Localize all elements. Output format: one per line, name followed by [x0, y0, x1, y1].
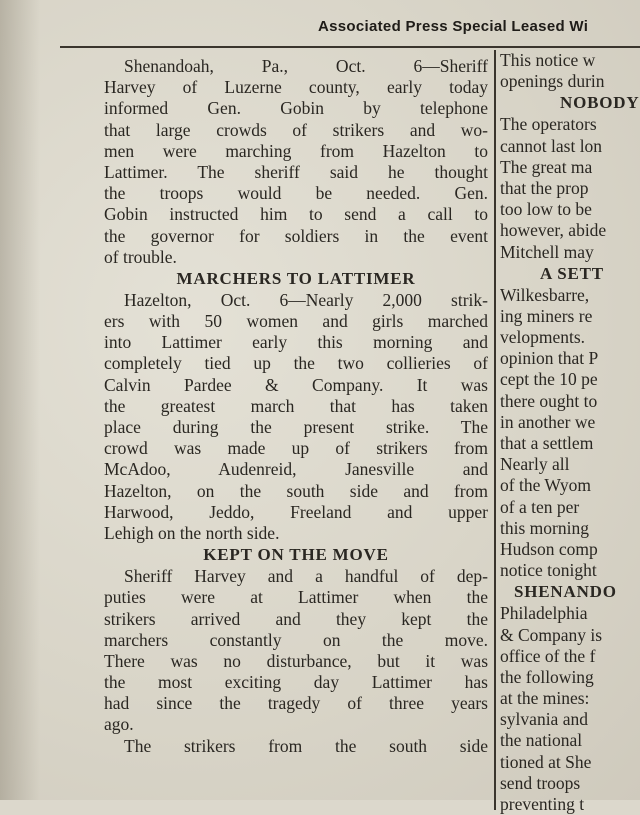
text-line: Mitchell may	[500, 241, 594, 262]
text-line: the governor for soldiers in the event	[104, 225, 488, 246]
text-line: this morning	[500, 517, 589, 538]
text-line: that the prop	[500, 177, 589, 198]
text-line: send troops	[500, 772, 581, 793]
text-line: the troops would be needed. Gen.	[104, 183, 488, 204]
text-line: the most exciting day Lattimer has	[104, 672, 488, 693]
text-line: the following	[500, 666, 594, 687]
text-line: that large crowds of strikers and wo-	[104, 119, 488, 140]
article-column-right	[500, 50, 640, 815]
text-line: ers with 50 women and girls marched	[104, 311, 488, 332]
text-line: had since the tragedy of three years	[104, 693, 488, 714]
text-line: notice tonight	[500, 560, 597, 581]
section-heading: MARCHERS TO LATTIMER	[176, 268, 416, 288]
text-line: sylvania and	[500, 709, 588, 730]
text-line: Harvey of Luzerne county, early today	[104, 77, 488, 98]
column-divider	[494, 50, 496, 810]
text-line: Lattimer. The sheriff said he thought	[104, 161, 488, 182]
text-line: The strikers from the south side	[124, 735, 488, 756]
text-line: Hazelton, on the south side and from	[104, 480, 488, 501]
text-line: McAdoo, Audenreid, Janesville and	[104, 459, 488, 480]
text-line: Sheriff Harvey and a handful of dep-	[124, 566, 488, 587]
text-line: crowd was made up of strikers from	[104, 438, 488, 459]
header-rule	[60, 46, 640, 48]
text-line: ing miners re	[500, 305, 593, 326]
section-heading: SHENANDO	[514, 582, 617, 602]
text-line: ago.	[104, 714, 134, 735]
text-line: completely tied up the two collieries of	[104, 353, 488, 374]
text-line: opinion that P	[500, 348, 599, 369]
text-line: of a ten per	[500, 496, 580, 517]
text-line: & Company is	[500, 624, 603, 645]
text-line: informed Gen. Gobin by telephone	[104, 98, 488, 119]
wire-service-header: Associated Press Special Leased Wi	[318, 18, 589, 35]
page-shadow	[0, 0, 40, 800]
text-line: Hazelton, Oct. 6—Nearly 2,000 strik-	[124, 289, 488, 310]
text-line: too low to be	[500, 199, 592, 220]
text-line: men were marching from Hazelton to	[104, 140, 488, 161]
text-line: Wilkesbarre,	[500, 284, 590, 305]
section-heading: A SETT	[540, 263, 604, 283]
text-line: cannot last lon	[500, 135, 603, 156]
text-line: at the mines:	[500, 688, 590, 709]
text-line: strikers arrived and they kept the	[104, 608, 488, 629]
text-line: into Lattimer early this morning and	[104, 332, 488, 353]
text-line: place during the present strike. The	[104, 417, 488, 437]
text-line: Lehigh on the north side.	[104, 522, 280, 543]
text-line: office of the f	[500, 645, 596, 666]
text-line: the national	[500, 730, 583, 751]
text-line: Shenandoah, Pa., Oct. 6—Sheriff	[124, 56, 488, 76]
text-line: in another we	[500, 411, 596, 432]
text-line: openings durin	[500, 71, 605, 92]
article-column-left	[104, 56, 488, 757]
text-line: Philadelphia	[500, 603, 588, 624]
text-line: Gobin instructed him to send a call to	[104, 204, 488, 225]
text-line: puties were at Lattimer when the	[104, 587, 488, 608]
text-line: marchers constantly on the move.	[104, 629, 488, 650]
section-heading: NOBODY	[560, 93, 640, 113]
text-line: The operators	[500, 114, 597, 135]
text-line: Calvin Pardee & Company. It was	[104, 374, 488, 395]
text-line: cept the 10 pe	[500, 369, 598, 390]
text-line: Nearly all	[500, 454, 570, 475]
text-line: Hudson comp	[500, 538, 598, 559]
text-line: the greatest march that has taken	[104, 395, 488, 416]
text-line: velopments.	[500, 327, 586, 348]
text-line: tioned at She	[500, 751, 592, 772]
text-line: there ought to	[500, 390, 598, 411]
text-line: of the Wyom	[500, 475, 591, 496]
text-line: that a settlem	[500, 433, 594, 453]
section-heading: KEPT ON THE MOVE	[203, 545, 389, 565]
text-line: of trouble.	[104, 246, 177, 267]
text-line: There was no disturbance, but it was	[104, 650, 488, 671]
text-line: This notice w	[500, 50, 596, 70]
text-line: Harwood, Jeddo, Freeland and upper	[104, 501, 488, 522]
text-line: preventing t	[500, 794, 585, 814]
text-line: The great ma	[500, 156, 593, 177]
text-line: however, abide	[500, 220, 607, 241]
